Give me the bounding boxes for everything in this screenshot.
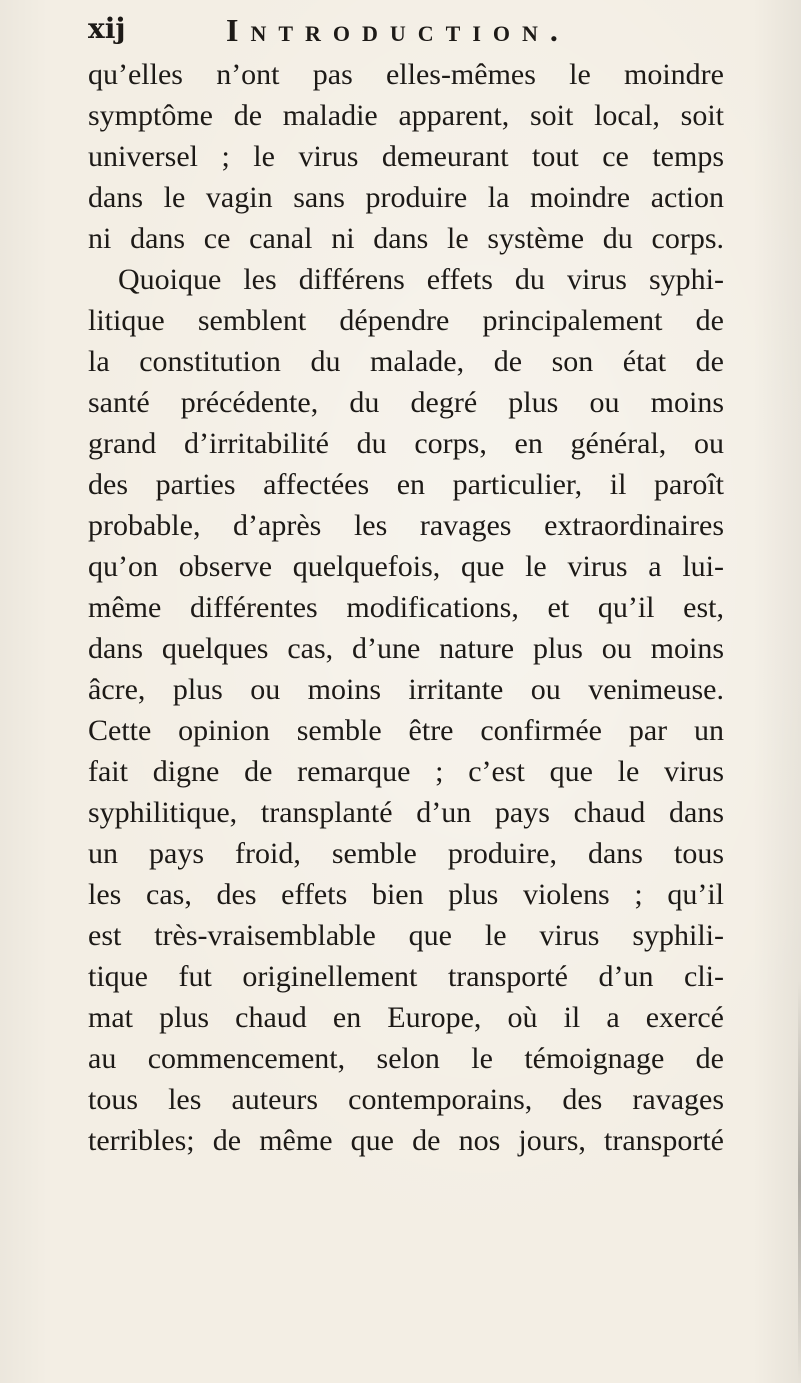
text-line: syphilitique, transplanté d’un pays chaud dans bbox=[88, 796, 724, 829]
page-number: xij bbox=[88, 12, 126, 45]
text-line: même différentes modifications, et qu’il est, bbox=[88, 591, 724, 624]
page-header bbox=[88, 12, 728, 52]
text-line: mat plus chaud en Europe, où il a exercé bbox=[88, 1001, 724, 1034]
text-line: terribles; de même que de nos jours, transporté bbox=[88, 1124, 724, 1157]
text-line: est très-vraisemblable que le virus syphili- bbox=[88, 919, 724, 952]
text-line: litique semblent dépendre principalement de bbox=[88, 304, 724, 337]
text-line: la constitution du malade, de son état de bbox=[88, 345, 724, 378]
text-line: probable, d’après les ravages extraordinaires bbox=[88, 509, 724, 542]
running-head: Introduction. bbox=[226, 12, 570, 48]
text-line: les cas, des effets bien plus violens ; qu’il bbox=[88, 878, 724, 911]
text-line: tique fut originellement transporté d’un cli- bbox=[88, 960, 724, 993]
text-line: Cette opinion semble être confirmée par un bbox=[88, 714, 724, 747]
text-line: qu’on observe quelquefois, que le virus a lui- bbox=[88, 550, 724, 583]
text-line: des parties affectées en particulier, il paroît bbox=[88, 468, 724, 501]
text-line: symptôme de maladie apparent, soit local, soit bbox=[88, 99, 724, 132]
body-text bbox=[88, 54, 724, 1161]
text-line: universel ; le virus demeurant tout ce temps bbox=[88, 140, 724, 173]
text-line: dans quelques cas, d’une nature plus ou moins bbox=[88, 632, 724, 665]
text-line: grand d’irritabilité du corps, en général, ou bbox=[88, 427, 724, 460]
text-line: au commencement, selon le témoignage de bbox=[88, 1042, 724, 1075]
text-line: qu’elles n’ont pas elles-mêmes le moindre bbox=[88, 58, 724, 91]
text-line: santé précédente, du degré plus ou moins bbox=[88, 386, 724, 419]
text-line: âcre, plus ou moins irritante ou venimeuse. bbox=[88, 673, 724, 706]
text-line: ni dans ce canal ni dans le système du corps. bbox=[88, 222, 724, 255]
text-line: dans le vagin sans produire la moindre action bbox=[88, 181, 724, 214]
text-line: tous les auteurs contemporains, des ravages bbox=[88, 1083, 724, 1116]
text-line: Quoique les différens effets du virus syphi- bbox=[118, 263, 724, 296]
text-line: fait digne de remarque ; c’est que le virus bbox=[88, 755, 724, 788]
text-line: un pays froid, semble produire, dans tous bbox=[88, 837, 724, 870]
